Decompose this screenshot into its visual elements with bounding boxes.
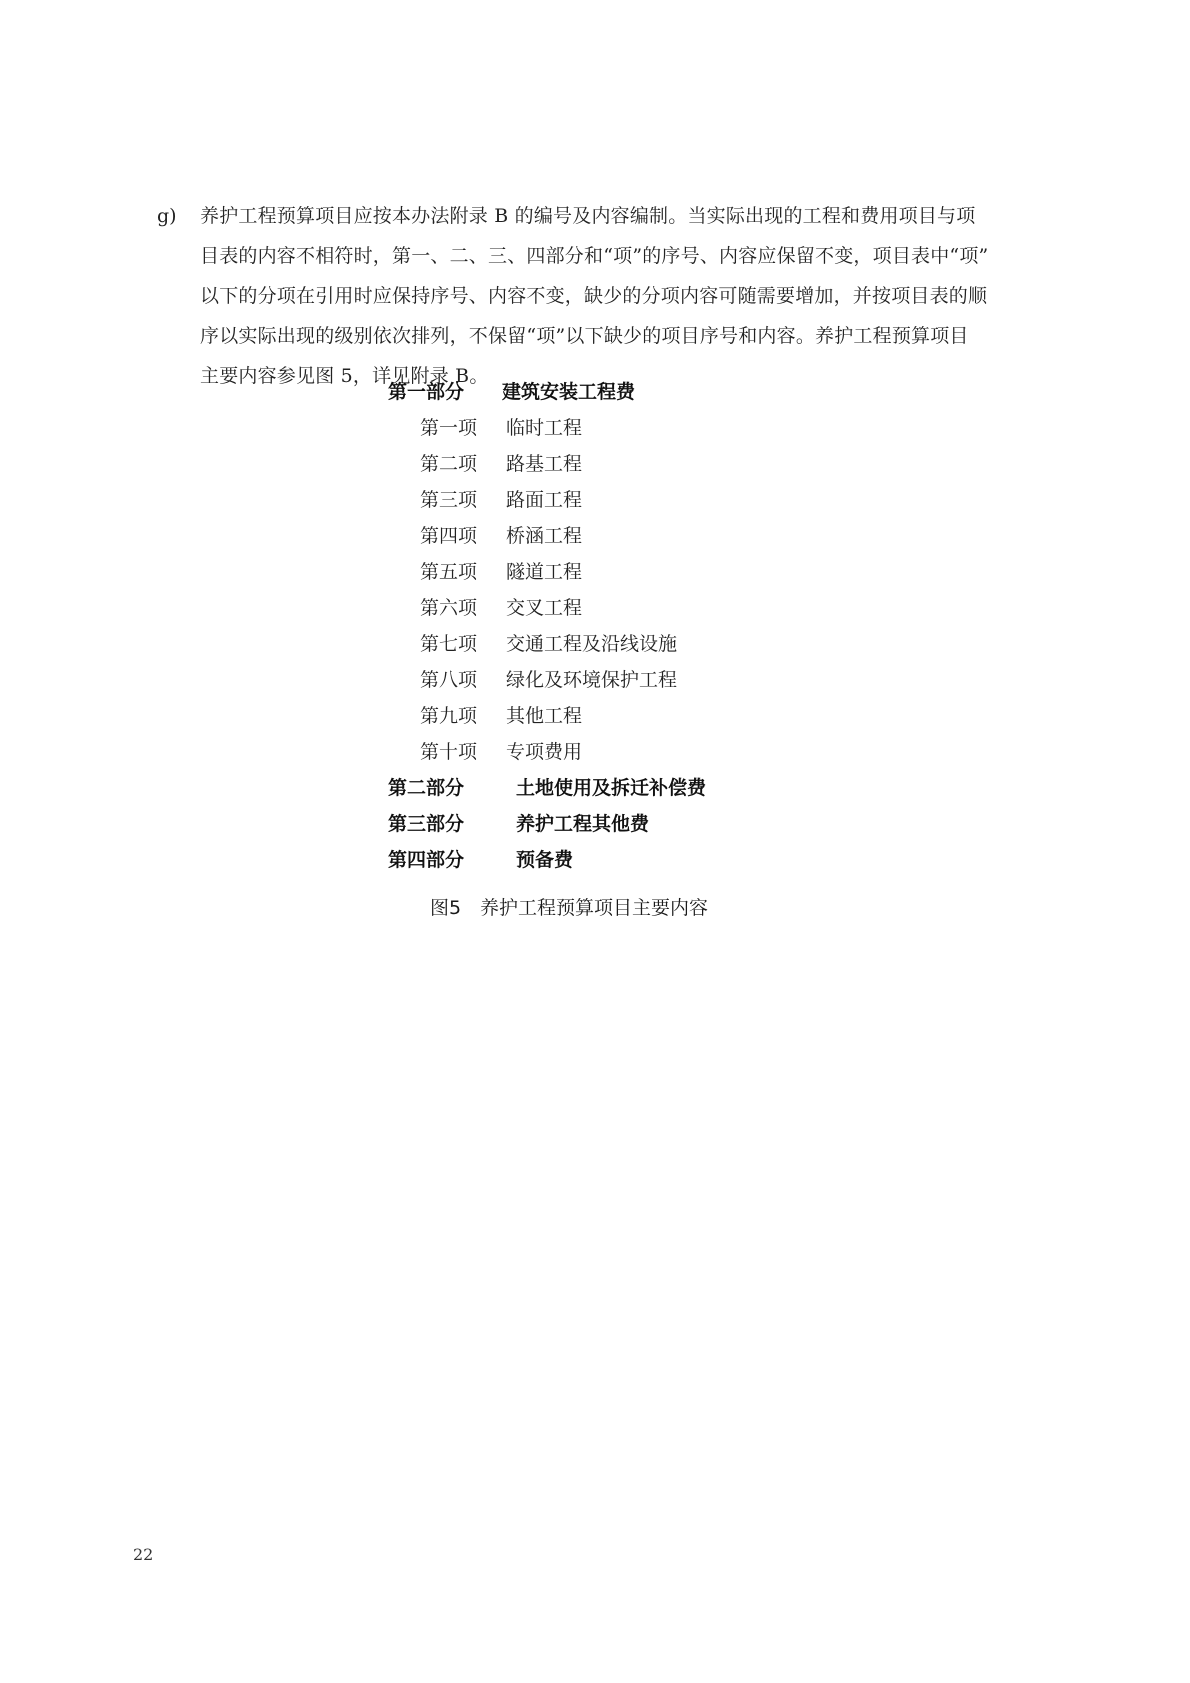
part-title: 土地使用及拆迁补偿费 — [516, 777, 707, 799]
part-number: 第三部分 — [388, 813, 465, 835]
figure-label: 图5 — [430, 897, 462, 919]
budget-outline — [388, 374, 888, 878]
part-title: 建筑安装工程费 — [502, 381, 636, 403]
item-title: 交通工程及沿线设施 — [506, 633, 678, 655]
outline-item — [388, 446, 888, 482]
outline-item — [388, 518, 888, 554]
page-number: 22 — [133, 1545, 154, 1564]
outline-item — [388, 662, 888, 698]
part-number: 第一部分 — [388, 381, 465, 403]
item-number: 第五项 — [420, 561, 478, 583]
paragraph-line: 以下的分项在引用时应保持序号、内容不变，缺少的分项内容可随需要增加，并按项目表的顺 — [200, 285, 988, 307]
part-heading — [388, 806, 888, 842]
item-number: 第一项 — [420, 417, 478, 439]
part-heading — [388, 770, 888, 806]
item-number: 第三项 — [420, 489, 478, 511]
item-title: 路面工程 — [506, 489, 583, 511]
item-number: 第九项 — [420, 705, 478, 727]
item-number: 第十项 — [420, 741, 478, 763]
item-title: 绿化及环境保护工程 — [506, 669, 678, 691]
figure-title: 养护工程预算项目主要内容 — [480, 897, 709, 919]
outline-item — [388, 698, 888, 734]
item-number: 第六项 — [420, 597, 478, 619]
part-heading — [388, 374, 888, 410]
outline-item — [388, 734, 888, 770]
part-number: 第二部分 — [388, 777, 465, 799]
paragraph-line: 目表的内容不相符时，第一、二、三、四部分和“项”的序号、内容应保留不变，项目表中“项” — [200, 245, 989, 267]
outline-item — [388, 410, 888, 446]
part-title: 预备费 — [516, 849, 574, 871]
item-number: 第四项 — [420, 525, 478, 547]
part-number: 第四部分 — [388, 849, 465, 871]
paragraph-line: 序以实际出现的级别依次排列，不保留“项”以下缺少的项目序号和内容。养护工程预算项目 — [200, 325, 969, 347]
figure-caption — [430, 890, 708, 926]
outline-item — [388, 626, 888, 662]
item-title: 交叉工程 — [506, 597, 583, 619]
outline-item — [388, 554, 888, 590]
clause-paragraph — [200, 196, 1060, 396]
item-number: 第七项 — [420, 633, 478, 655]
part-heading — [388, 842, 888, 878]
outline-item — [388, 482, 888, 518]
paragraph-line: 主要内容参见图 5，详见附录 B。 — [200, 365, 489, 387]
item-title: 隧道工程 — [506, 561, 583, 583]
item-number: 第八项 — [420, 669, 478, 691]
part-title: 养护工程其他费 — [516, 813, 650, 835]
item-title: 临时工程 — [506, 417, 583, 439]
item-title: 路基工程 — [506, 453, 583, 475]
outline-item — [388, 590, 888, 626]
item-title: 专项费用 — [506, 741, 583, 763]
paragraph-line: 养护工程预算项目应按本办法附录 B 的编号及内容编制。当实际出现的工程和费用项目与项 — [200, 205, 976, 227]
item-title: 桥涵工程 — [506, 525, 583, 547]
clause-marker: g) — [157, 205, 177, 227]
item-title: 其他工程 — [506, 705, 583, 727]
item-number: 第二项 — [420, 453, 478, 475]
